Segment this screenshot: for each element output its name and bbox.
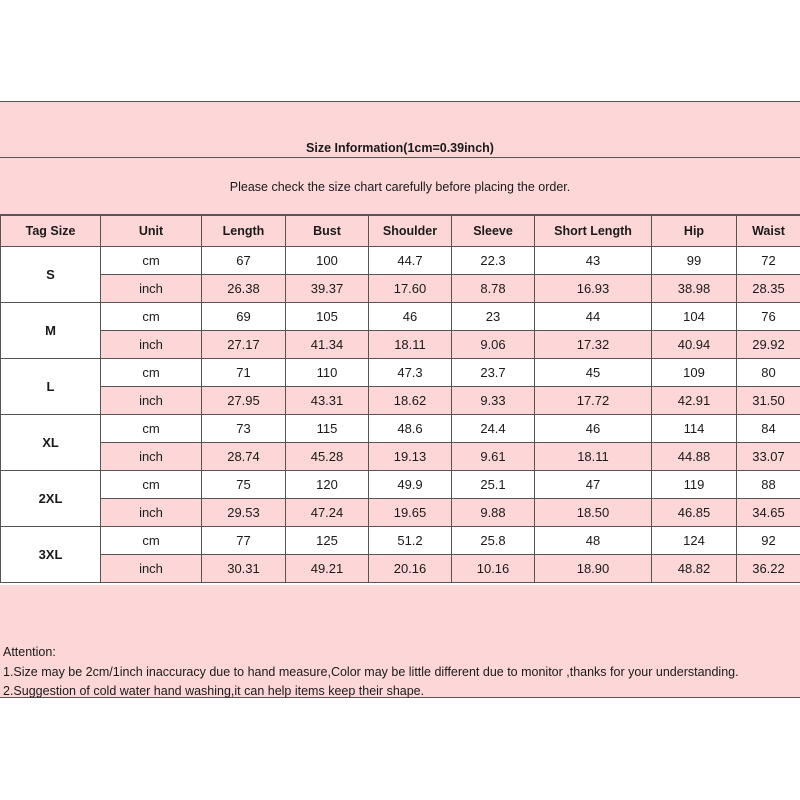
measurement-cell: 18.11 bbox=[369, 331, 452, 359]
measurement-cell: 18.11 bbox=[535, 443, 652, 471]
unit-cell: cm bbox=[101, 359, 202, 387]
measurement-cell: 25.8 bbox=[452, 527, 535, 555]
measurement-cell: 9.61 bbox=[452, 443, 535, 471]
measurement-cell: 40.94 bbox=[652, 331, 737, 359]
header-cell: Bust bbox=[286, 216, 369, 247]
attention-band bbox=[0, 585, 800, 697]
header-cell: Short Length bbox=[535, 216, 652, 247]
unit-cell: inch bbox=[101, 275, 202, 303]
unit-cell: inch bbox=[101, 443, 202, 471]
measurement-cell: 76 bbox=[737, 303, 800, 331]
header-cell: Waist bbox=[737, 216, 800, 247]
attention-heading: Attention: bbox=[3, 645, 56, 659]
chart-note: Please check the size chart carefully before placing the order. bbox=[229, 180, 571, 194]
measurement-cell: 42.91 bbox=[652, 387, 737, 415]
measurement-cell: 27.95 bbox=[202, 387, 286, 415]
unit-cell: inch bbox=[101, 499, 202, 527]
measurement-cell: 47.3 bbox=[369, 359, 452, 387]
measurement-cell: 49.9 bbox=[369, 471, 452, 499]
attention-line-1: 1.Size may be 2cm/1inch inaccuracy due to hand measure,Color may be little different due to monitor ,thanks for your understanding. bbox=[3, 664, 739, 679]
measurement-cell: 125 bbox=[286, 527, 369, 555]
table-row bbox=[1, 275, 800, 303]
measurement-cell: 47 bbox=[535, 471, 652, 499]
measurement-cell: 22.3 bbox=[452, 247, 535, 275]
table-row bbox=[1, 499, 800, 527]
measurement-cell: 27.17 bbox=[202, 331, 286, 359]
measurement-cell: 114 bbox=[652, 415, 737, 443]
measurement-cell: 49.21 bbox=[286, 555, 369, 583]
measurement-cell: 38.98 bbox=[652, 275, 737, 303]
unit-cell: inch bbox=[101, 387, 202, 415]
note-band bbox=[0, 158, 800, 215]
measurement-cell: 110 bbox=[286, 359, 369, 387]
measurement-cell: 45.28 bbox=[286, 443, 369, 471]
table-row bbox=[1, 359, 800, 387]
measurement-cell: 29.53 bbox=[202, 499, 286, 527]
table-row bbox=[1, 443, 800, 471]
measurement-cell: 100 bbox=[286, 247, 369, 275]
measurement-cell: 120 bbox=[286, 471, 369, 499]
measurement-cell: 31.50 bbox=[737, 387, 800, 415]
measurement-cell: 99 bbox=[652, 247, 737, 275]
measurement-cell: 47.24 bbox=[286, 499, 369, 527]
measurement-cell: 28.35 bbox=[737, 275, 800, 303]
measurement-cell: 34.65 bbox=[737, 499, 800, 527]
tag-size-cell: 2XL bbox=[1, 471, 101, 527]
measurement-cell: 33.07 bbox=[737, 443, 800, 471]
measurement-cell: 71 bbox=[202, 359, 286, 387]
measurement-cell: 69 bbox=[202, 303, 286, 331]
header-cell: Shoulder bbox=[369, 216, 452, 247]
header-cell: Sleeve bbox=[452, 216, 535, 247]
measurement-cell: 18.62 bbox=[369, 387, 452, 415]
measurement-cell: 105 bbox=[286, 303, 369, 331]
chart-title: Size Information(1cm=0.39inch) bbox=[306, 141, 494, 155]
measurement-cell: 8.78 bbox=[452, 275, 535, 303]
measurement-cell: 18.50 bbox=[535, 499, 652, 527]
unit-cell: inch bbox=[101, 331, 202, 359]
measurement-cell: 48 bbox=[535, 527, 652, 555]
title-band bbox=[0, 102, 800, 158]
measurement-cell: 25.1 bbox=[452, 471, 535, 499]
table-row bbox=[1, 527, 800, 555]
measurement-cell: 48.6 bbox=[369, 415, 452, 443]
header-cell: Tag Size bbox=[1, 216, 101, 247]
unit-cell: inch bbox=[101, 555, 202, 583]
unit-cell: cm bbox=[101, 303, 202, 331]
tag-size-cell: M bbox=[1, 303, 101, 359]
header-cell: Unit bbox=[101, 216, 202, 247]
measurement-cell: 39.37 bbox=[286, 275, 369, 303]
size-table bbox=[0, 215, 800, 583]
tag-size-cell: L bbox=[1, 359, 101, 415]
measurement-cell: 84 bbox=[737, 415, 800, 443]
measurement-cell: 20.16 bbox=[369, 555, 452, 583]
measurement-cell: 30.31 bbox=[202, 555, 286, 583]
measurement-cell: 9.88 bbox=[452, 499, 535, 527]
measurement-cell: 75 bbox=[202, 471, 286, 499]
table-row bbox=[1, 471, 800, 499]
measurement-cell: 77 bbox=[202, 527, 286, 555]
measurement-cell: 48.82 bbox=[652, 555, 737, 583]
measurement-cell: 46 bbox=[369, 303, 452, 331]
measurement-cell: 43 bbox=[535, 247, 652, 275]
measurement-cell: 9.06 bbox=[452, 331, 535, 359]
measurement-cell: 36.22 bbox=[737, 555, 800, 583]
measurement-cell: 51.2 bbox=[369, 527, 452, 555]
measurement-cell: 9.33 bbox=[452, 387, 535, 415]
measurement-cell: 44 bbox=[535, 303, 652, 331]
measurement-cell: 23.7 bbox=[452, 359, 535, 387]
attention-line-2: 2.Suggestion of cold water hand washing,it can help items keep their shape. bbox=[3, 684, 425, 698]
measurement-cell: 115 bbox=[286, 415, 369, 443]
measurement-cell: 44.7 bbox=[369, 247, 452, 275]
unit-cell: cm bbox=[101, 247, 202, 275]
measurement-cell: 17.72 bbox=[535, 387, 652, 415]
measurement-cell: 23 bbox=[452, 303, 535, 331]
table-row bbox=[1, 303, 800, 331]
measurement-cell: 67 bbox=[202, 247, 286, 275]
measurement-cell: 73 bbox=[202, 415, 286, 443]
measurement-cell: 46.85 bbox=[652, 499, 737, 527]
header-cell: Hip bbox=[652, 216, 737, 247]
measurement-cell: 109 bbox=[652, 359, 737, 387]
measurement-cell: 44.88 bbox=[652, 443, 737, 471]
measurement-cell: 19.65 bbox=[369, 499, 452, 527]
tag-size-cell: S bbox=[1, 247, 101, 303]
table-row bbox=[1, 555, 800, 583]
measurement-cell: 45 bbox=[535, 359, 652, 387]
measurement-cell: 24.4 bbox=[452, 415, 535, 443]
measurement-cell: 29.92 bbox=[737, 331, 800, 359]
tag-size-cell: 3XL bbox=[1, 527, 101, 583]
measurement-cell: 17.60 bbox=[369, 275, 452, 303]
attention-notes bbox=[3, 643, 739, 702]
table-row bbox=[1, 387, 800, 415]
table-row bbox=[1, 415, 800, 443]
measurement-cell: 72 bbox=[737, 247, 800, 275]
measurement-cell: 43.31 bbox=[286, 387, 369, 415]
table-row bbox=[1, 247, 800, 275]
size-chart bbox=[0, 101, 800, 698]
measurement-cell: 119 bbox=[652, 471, 737, 499]
size-table-body bbox=[1, 247, 800, 583]
measurement-cell: 17.32 bbox=[535, 331, 652, 359]
measurement-cell: 104 bbox=[652, 303, 737, 331]
measurement-cell: 92 bbox=[737, 527, 800, 555]
tag-size-cell: XL bbox=[1, 415, 101, 471]
table-row bbox=[1, 331, 800, 359]
measurement-cell: 18.90 bbox=[535, 555, 652, 583]
measurement-cell: 26.38 bbox=[202, 275, 286, 303]
measurement-cell: 28.74 bbox=[202, 443, 286, 471]
header-cell: Length bbox=[202, 216, 286, 247]
measurement-cell: 16.93 bbox=[535, 275, 652, 303]
measurement-cell: 10.16 bbox=[452, 555, 535, 583]
measurement-cell: 88 bbox=[737, 471, 800, 499]
measurement-cell: 41.34 bbox=[286, 331, 369, 359]
unit-cell: cm bbox=[101, 527, 202, 555]
measurement-cell: 46 bbox=[535, 415, 652, 443]
unit-cell: cm bbox=[101, 471, 202, 499]
measurement-cell: 124 bbox=[652, 527, 737, 555]
header-row bbox=[1, 216, 800, 247]
measurement-cell: 80 bbox=[737, 359, 800, 387]
unit-cell: cm bbox=[101, 415, 202, 443]
measurement-cell: 19.13 bbox=[369, 443, 452, 471]
